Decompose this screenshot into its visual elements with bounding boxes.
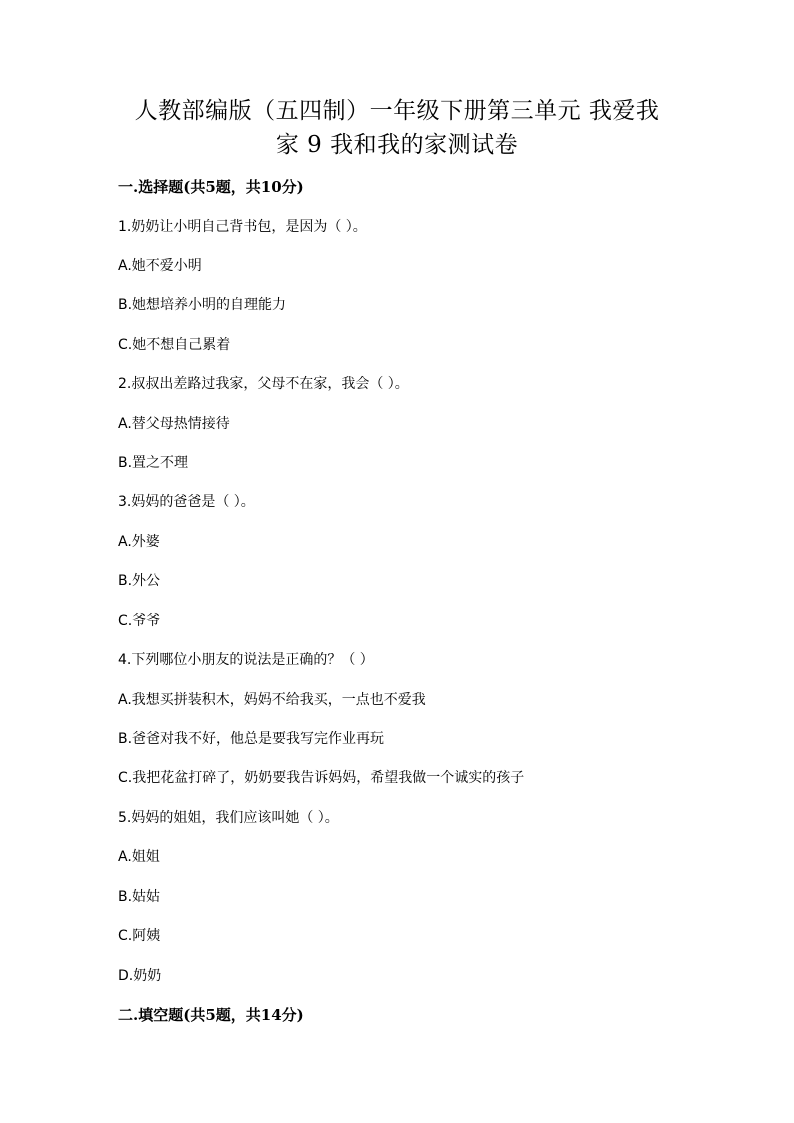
question-3-stem: 3.妈妈的爸爸是（ ）。 bbox=[118, 494, 255, 510]
question-1-option-b: B.她想培养小明的自理能力 bbox=[118, 297, 287, 313]
question-4-stem: 4.下列哪位小朋友的说法是正确的？（ ） bbox=[118, 652, 374, 668]
section-heading-multiple-choice: 一.选择题(共5题，共10分) bbox=[118, 178, 304, 196]
question-3-option-c: C.爷爷 bbox=[118, 613, 161, 629]
question-4-option-a: A.我想买拼装积木，妈妈不给我买，一点也不爱我 bbox=[118, 692, 426, 708]
question-4-option-c: C.我把花盆打碎了，奶奶要我告诉妈妈，希望我做一个诚实的孩子 bbox=[118, 770, 525, 786]
question-3-option-a: A.外婆 bbox=[118, 534, 160, 550]
document-title-line-2: 家 9 我和我的家测试卷 bbox=[275, 132, 519, 158]
document-title-line-1: 人教部编版（五四制）一年级下册第三单元 我爱我 bbox=[134, 98, 660, 124]
question-1-option-c: C.她不想自己累着 bbox=[118, 337, 231, 353]
question-5-option-a: A.姐姐 bbox=[118, 849, 160, 865]
section-heading-fill-in: 二.填空题(共5题，共14分) bbox=[118, 1006, 304, 1024]
question-2-stem: 2.叔叔出差路过我家，父母不在家，我会（ ）。 bbox=[118, 376, 409, 392]
question-1-option-a: A.她不爱小明 bbox=[118, 258, 202, 274]
question-2-option-a: A.替父母热情接待 bbox=[118, 416, 230, 432]
question-1-stem: 1.奶奶让小明自己背书包，是因为（ ）。 bbox=[118, 219, 367, 235]
question-5-stem: 5.妈妈的姐姐，我们应该叫她（ ）。 bbox=[118, 810, 339, 826]
question-5-option-c: C.阿姨 bbox=[118, 928, 161, 944]
question-4-option-b: B.爸爸对我不好，他总是要我写完作业再玩 bbox=[118, 731, 385, 747]
question-5-option-d: D.奶奶 bbox=[118, 968, 162, 984]
question-2-option-b: B.置之不理 bbox=[118, 455, 189, 471]
question-5-option-b: B.姑姑 bbox=[118, 889, 161, 905]
question-3-option-b: B.外公 bbox=[118, 573, 161, 589]
